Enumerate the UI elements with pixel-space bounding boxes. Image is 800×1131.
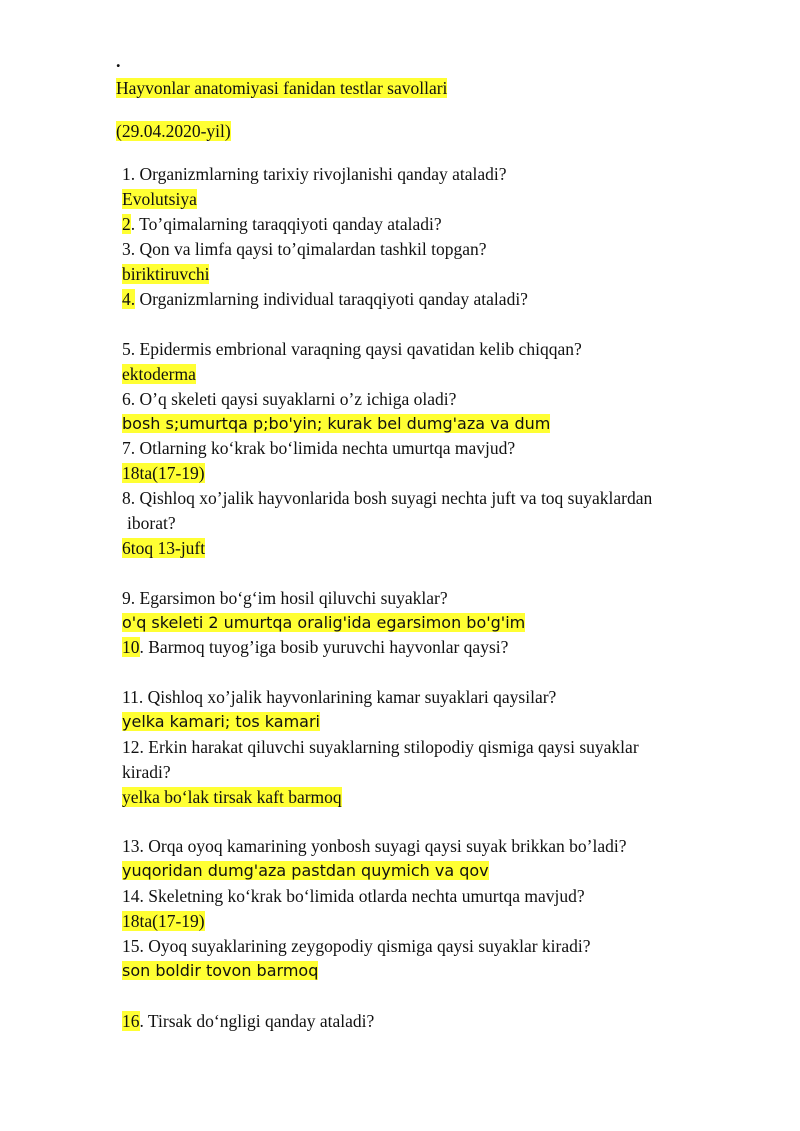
question-3: 3. Qon va limfa qaysi to’qimalardan tashkil topgan? bbox=[122, 239, 487, 259]
answer-highlight: ektoderma bbox=[122, 364, 196, 384]
question-text: . Tirsak do‘ngligi qanday ataladi? bbox=[139, 1011, 375, 1031]
answer-13 bbox=[122, 860, 489, 882]
answer-highlight: Evolutsiya bbox=[122, 189, 197, 209]
answer-highlight: o'q skeleti 2 umurtqa oralig'ida egarsimon bo'g'im bbox=[122, 613, 526, 632]
question-text: . Barmoq tuyog’iga bosib yuruvchi hayvonlar qaysi? bbox=[139, 637, 509, 657]
answer-1 bbox=[122, 188, 197, 210]
answer-6 bbox=[122, 413, 550, 435]
document-title bbox=[116, 77, 447, 99]
question-13: 13. Orqa oyoq kamarining yonbosh suyagi qaysi suyak brikkan bo’ladi? bbox=[122, 836, 627, 856]
answer-highlight: bosh s;umurtqa p;bo'yin; kurak bel dumg'aza va dum bbox=[122, 414, 551, 433]
question-2 bbox=[122, 213, 442, 235]
answer-highlight: yuqoridan dumg'aza pastdan quymich va qov bbox=[122, 861, 489, 880]
date-highlight: (29.04.2020-yil) bbox=[116, 121, 231, 141]
answer-3 bbox=[122, 263, 209, 285]
question-16 bbox=[122, 1010, 374, 1032]
question-text: Organizmlarning individual taraqqiyoti qanday ataladi? bbox=[135, 289, 528, 309]
answer-7 bbox=[122, 462, 205, 484]
question-5: 5. Epidermis embrional varaqning qaysi qavatidan kelib chiqqan? bbox=[122, 339, 582, 359]
question-12-line-1: 12. Erkin harakat qiluvchi suyaklarning stilopodiy qismiga qaysi suyaklar bbox=[122, 737, 639, 757]
question-6: 6. O’q skeleti qaysi suyaklarni o’z ichiga oladi? bbox=[122, 389, 457, 409]
answer-9 bbox=[122, 612, 525, 634]
question-number-highlight: 4. bbox=[122, 289, 136, 309]
answer-highlight: biriktiruvchi bbox=[122, 264, 210, 284]
question-15: 15. Oyoq suyaklarining zeygopodiy qismiga qaysi suyaklar kiradi? bbox=[122, 936, 591, 956]
answer-highlight: 18ta(17-19) bbox=[122, 463, 205, 483]
question-11: 11. Qishloq xo’jalik hayvonlarining kamar suyaklari qaysilar? bbox=[122, 687, 557, 707]
answer-5 bbox=[122, 363, 196, 385]
question-8-line-2: iborat? bbox=[127, 513, 176, 533]
answer-highlight: 6toq 13-juft bbox=[122, 538, 206, 558]
question-number-highlight: 2 bbox=[122, 214, 131, 234]
question-8-line-1: 8. Qishloq xo’jalik hayvonlarida bosh suyagi nechta juft va toq suyaklardan bbox=[122, 488, 653, 508]
answer-15 bbox=[122, 960, 318, 982]
answer-highlight: yelka bo‘lak tirsak kaft barmoq bbox=[122, 787, 342, 807]
question-1: 1. Organizmlarning tarixiy rivojlanishi qanday ataladi? bbox=[122, 164, 507, 184]
question-12-line-2: kiradi? bbox=[122, 762, 171, 782]
question-number-highlight: 10 bbox=[122, 637, 140, 657]
question-10 bbox=[122, 636, 508, 658]
title-highlight: Hayvonlar anatomiyasi fanidan testlar savollari bbox=[116, 78, 448, 98]
answer-8 bbox=[122, 537, 205, 559]
answer-highlight: 18ta(17-19) bbox=[122, 911, 205, 931]
question-text: . To’qimalarning taraqqiyoti qanday ataladi? bbox=[130, 214, 442, 234]
answer-highlight: yelka kamari; tos kamari bbox=[122, 712, 320, 731]
answer-14 bbox=[122, 910, 205, 932]
document-date bbox=[116, 120, 231, 142]
question-7: 7. Otlarning ko‘krak bo‘limida nechta umurtqa mavjud? bbox=[122, 438, 516, 458]
question-14: 14. Skeletning ko‘krak bo‘limida otlarda nechta umurtqa mavjud? bbox=[122, 886, 585, 906]
answer-11 bbox=[122, 711, 320, 733]
answer-highlight: son boldir tovon barmoq bbox=[122, 961, 319, 980]
question-4 bbox=[122, 288, 528, 310]
answer-12 bbox=[122, 786, 342, 808]
question-number-highlight: 16 bbox=[122, 1011, 140, 1031]
question-9: 9. Egarsimon bo‘g‘im hosil qiluvchi suyaklar? bbox=[122, 588, 448, 608]
stray-dot: . bbox=[116, 51, 121, 71]
